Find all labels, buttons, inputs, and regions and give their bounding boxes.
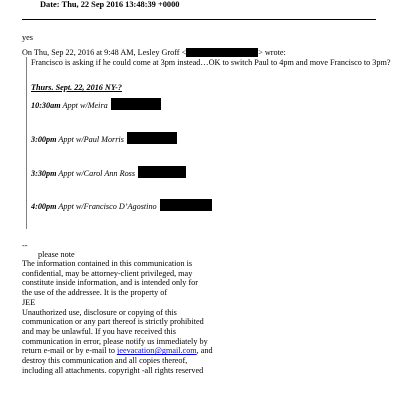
signature-note: please note <box>38 250 75 259</box>
email-link[interactable]: jeevacation@gmail.com <box>117 346 197 356</box>
date-label: Date: <box>40 0 60 9</box>
disclaimer-line: JEE <box>22 297 36 307</box>
appointment-1 <box>31 98 161 111</box>
redacted-email <box>186 48 258 57</box>
disclaimer-line: constitute inside information, and is intended only for <box>22 278 198 288</box>
appointment-3 <box>31 166 186 179</box>
appointment-text: Appt w/Francisco D’Agostino <box>58 202 157 211</box>
disclaimer-line: including all attachments. copyright -all rights reserved <box>22 365 204 375</box>
quote-intro-before: On Thu, Sep 22, 2016 at 9:48 AM, Lesley Groff < <box>22 48 187 57</box>
disclaimer-email-line <box>22 346 247 356</box>
redacted-block <box>111 98 161 110</box>
disclaimer-line: Unauthorized use, disclosure or copying of this <box>22 307 177 317</box>
email-line-before: return e-mail or by e-mail to <box>22 346 118 356</box>
appointment-time: 3:30pm <box>31 169 57 178</box>
appointment-4 <box>31 199 212 212</box>
schedule-title: Thurs. Sept. 22, 2016 NY-? <box>31 83 122 92</box>
redacted-block <box>138 166 186 178</box>
disclaimer-line: The information contained in this communication is <box>22 259 193 268</box>
appointment-time: 4:00pm <box>31 202 57 211</box>
signature-separator: -- <box>22 241 28 250</box>
redacted-block <box>160 199 212 211</box>
appointment-text: Appt w/Carol Ann Ross <box>58 169 136 178</box>
redacted-block <box>127 132 177 144</box>
appointment-time: 3:00pm <box>31 135 57 144</box>
disclaimer-line: confidential, may be attorney-client privileged, may <box>22 268 193 278</box>
appointment-2 <box>31 132 177 145</box>
date-header <box>40 0 179 10</box>
quoted-message-text: Francisco is asking if he could come at 3pm instead…OK to switch Paul to 4pm and move Francisco to 3pm? <box>31 58 391 67</box>
quote-intro-after: > wrote: <box>258 48 286 57</box>
disclaimer-line: and may be unlawful. If you have received this <box>22 326 176 336</box>
appointment-text: Appt w/Paul Morris <box>58 135 124 144</box>
reply-text: yes <box>22 33 33 42</box>
header-divider <box>22 19 376 20</box>
disclaimer-line: communication in error, please notify us immediately by <box>22 336 208 346</box>
disclaimer-line: destroy this communication and all copies thereof, <box>22 356 188 366</box>
confidentiality-disclaimer <box>22 259 247 375</box>
quoted-message <box>26 57 391 229</box>
appointment-time: 10:30am <box>31 101 61 110</box>
disclaimer-line: the use of the addressee. It is the property of <box>22 288 168 298</box>
email-line-after: , and <box>196 346 213 356</box>
disclaimer-line: communication or any part thereof is strictly prohibited <box>22 317 204 327</box>
date-value: Thu, 22 Sep 2016 13:48:39 +0000 <box>61 0 180 9</box>
appointment-text: Appt w/Meira <box>62 101 108 110</box>
